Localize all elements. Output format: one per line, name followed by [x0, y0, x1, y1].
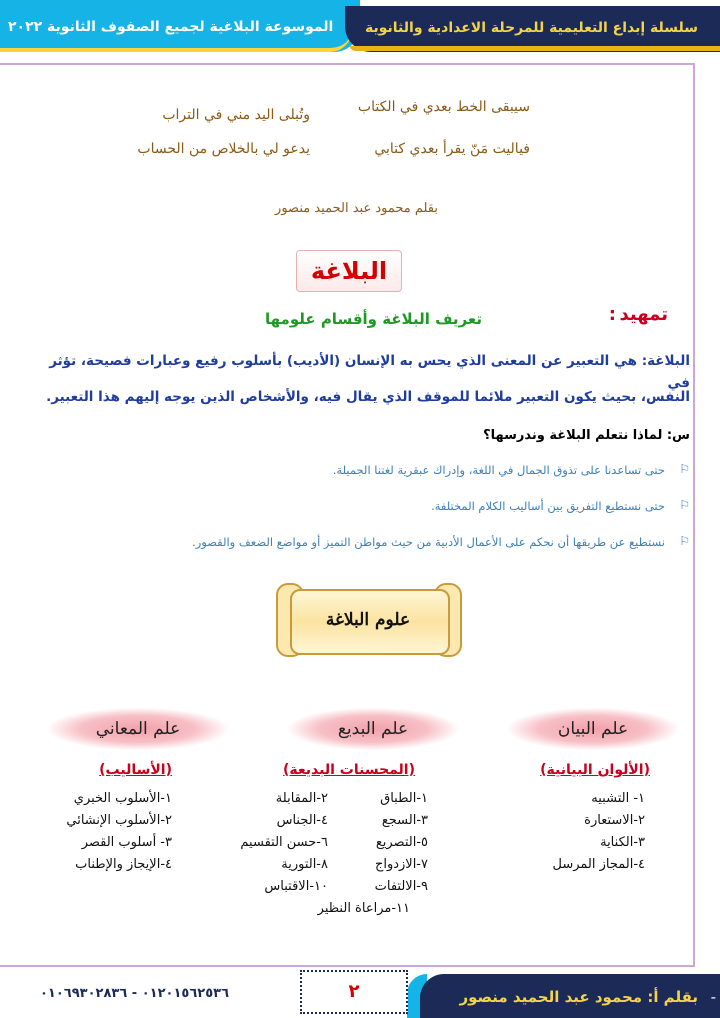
intro-subtitle: تعريف البلاغة وأقسام علومها — [265, 310, 482, 328]
badee-item: ١١-مراعاة النظير — [317, 901, 410, 916]
badee-item: ٤-الجناس — [276, 813, 328, 828]
poem-line1-left: وتُبلى اليد مني في التراب — [162, 107, 310, 123]
intro-colon: : — [608, 304, 616, 325]
definition-line2: النفس، بحيث يكون التعبير ملائما للموقف الذي يقال فيه، والأشخاص الذين يوجه إليهم هذا التعبير. — [46, 389, 690, 405]
reason-item: نستطيع عن طريقها أن نحكم على الأعمال الأدبية من حيث مواطن التميز أو مواضع الضعف والقصور. — [192, 535, 665, 549]
maani-item: ٤-الإيجاز والإطناب — [75, 857, 172, 872]
encyclopedia-title: الموسوعة البلاغية لجميع الصفوف الثانوية ٢٠٢٢ — [8, 19, 334, 35]
poem-author: بقلم محمود عبد الحميد منصور — [275, 201, 438, 216]
bayan-subtitle: (الألوان البيانية) — [540, 762, 650, 778]
flag-icon: ⚐ — [679, 498, 690, 512]
badee-item: ١-الطباق — [380, 791, 428, 806]
badee-item: ٧-الازدواج — [374, 857, 428, 872]
badee-item: ٥-التصريع — [375, 835, 428, 850]
series-title: سلسلة إبداع التعليمية للمرحلة الاعدادية والثانوية — [365, 20, 698, 36]
badee-item: ٣-السجع — [381, 813, 428, 828]
badee-item: ٩-الالتفات — [374, 879, 428, 894]
poem-line1-right: سيبقى الخط بعدي في الكتاب — [357, 99, 530, 115]
frame-bottom-line — [0, 965, 695, 967]
footer-phones: ٠١٢٠١٥٦٢٥٣٦ - ٠١٠٦٩٣٠٢٨٣٦ — [40, 986, 230, 1001]
sciences-banner-text: علوم البلاغة — [325, 610, 411, 630]
maani-item: ٣- أسلوب القصر — [81, 835, 172, 850]
reason-item: حتى نستطيع التفريق بين أساليب الكلام المختلفة. — [431, 499, 665, 513]
maani-item: ١-الأسلوب الخبري — [73, 791, 172, 806]
question-heading: س: لماذا نتعلم البلاغة وندرسها؟ — [483, 428, 690, 443]
reason-item: حتى تساعدنا على تذوق الجمال في اللغة، وإدراك عبقرية لغتنا الجميلة. — [332, 463, 665, 477]
badee-item: ١٠-الاقتباس — [264, 879, 328, 894]
bayan-item: ١- التشبيه — [591, 791, 645, 806]
badee-item: ٨-التورية — [281, 857, 328, 872]
page-number: ٢ — [300, 970, 408, 1014]
page-title: البلاغة — [296, 250, 402, 292]
sciences-banner — [274, 575, 460, 665]
maani-subtitle: (الأساليب) — [99, 762, 172, 778]
bayan-item: ٤-المجاز المرسل — [552, 857, 645, 872]
frame-top-line — [0, 63, 693, 65]
bayan-title: علم البيان — [508, 708, 678, 750]
badee-item: ٦-حسن التقسيم — [240, 835, 328, 850]
bayan-item: ٢-الاستعارة — [584, 813, 645, 828]
intro-label: تمهيد — [619, 304, 668, 325]
badee-item: ٢-المقابلة — [275, 791, 328, 806]
header-right-accent — [350, 46, 720, 51]
badee-title: علم البديع — [288, 708, 458, 750]
flag-icon: ⚐ — [679, 462, 690, 476]
poem-line2-left: يدعو لي بالخلاص من الحساب — [137, 141, 310, 157]
poem-line2-right: فياليت مَنّ يقرأ بعدي كتابي — [374, 141, 530, 157]
flag-icon: ⚐ — [679, 534, 690, 548]
footer-dash: - — [710, 988, 716, 1006]
maani-title: علم المعاني — [48, 708, 228, 750]
bayan-item: ٣-الكناية — [600, 835, 645, 850]
badee-subtitle: (المحسنات البديعة) — [283, 762, 415, 778]
footer-author: بقلم أ: محمود عبد الحميد منصور — [459, 988, 698, 1006]
frame-right-line — [693, 63, 695, 967]
maani-item: ٢-الأسلوب الإنشائي — [66, 813, 172, 828]
definition-line1: البلاغة: هي التعبير عن المعنى الذي يحس به الإنسان (الأديب) بأسلوب رفيع وعبارات فصيحة، تؤثر في — [49, 353, 690, 391]
